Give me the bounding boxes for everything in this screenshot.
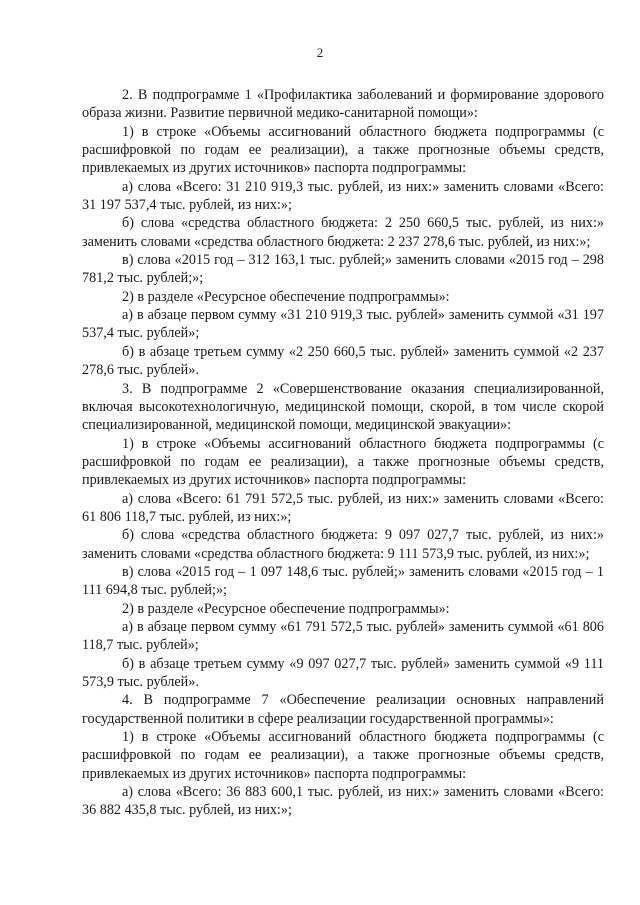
paragraph-3-1-v: в) слова «2015 год – 1 097 148,6 тыс. рублей;» заменить словами «2015 год – 1 111 694,8 тыс. рублей;»; <box>82 563 604 599</box>
document-body <box>82 86 604 820</box>
paragraph-section-2: 2. В подпрограмме 1 «Профилактика заболеваний и формирование здорового образа жизни. Развитие первичной медико-санитарной помощи»: <box>82 87 604 122</box>
paragraph-2-1-v: в) слова «2015 год – 312 163,1 тыс. рублей;» заменить словами «2015 год – 298 781,2 тыс. рублей;»; <box>82 252 604 287</box>
paragraph-2-2: 2) в разделе «Ресурсное обеспечение подпрограммы»: <box>122 288 450 305</box>
paragraph-3-2: 2) в разделе «Ресурсное обеспечение подпрограммы»: <box>122 600 450 617</box>
paragraph-section-3: 3. В подпрограмме 2 «Совершенствование оказания специализированной, включая высокотехнологичную, медицинской помощи, скорой, в том числе скорой специализированной, медицинской помощи, медицинской эвакуации»: <box>82 380 604 434</box>
page-number: 2 <box>316 45 324 60</box>
paragraph-2-2-b: б) в абзаце третьем сумму «2 250 660,5 тыс. рублей» заменить суммой «2 237 278,6 тыс. рублей». <box>82 343 604 379</box>
paragraph-2-1-b: б) слова «средства областного бюджета: 2 250 660,5 тыс. рублей, из них:» заменить словами «средства областного бюджета: 2 237 278,6 тыс. рублей, из них:»; <box>82 215 604 250</box>
paragraph-4-1-a: а) слова «Всего: 36 883 600,1 тыс. рублей, из них:» заменить словами «Всего: 36 882 435,8 тыс. рублей, из них:»; <box>82 784 604 819</box>
paragraph-3-1: 1) в строке «Объемы ассигнований областного бюджета подпрограммы (с расшифровкой по годам ее реализации), а также прогнозные объемы средств, привлекаемых из других источников» паспорта подпрограммы: <box>82 435 604 489</box>
paragraph-2-2-a: а) в абзаце первом сумму «31 210 919,3 тыс. рублей» заменить суммой «31 197 537,4 тыс. рублей»; <box>82 307 604 342</box>
paragraph-3-1-a: а) слова «Всего: 61 791 572,5 тыс. рублей, из них:» заменить словами «Всего: 61 806 118,7 тыс. рублей, из них:»; <box>82 490 604 525</box>
paragraph-4-1: 1) в строке «Объемы ассигнований областного бюджета подпрограммы (с расшифровкой по годам ее реализации), а также прогнозные объемы средств, привлекаемых из других источников» паспорта подпрограммы: <box>82 729 604 782</box>
paragraph-3-2-a: а) в абзаце первом сумму «61 791 572,5 тыс. рублей» заменить суммой «61 806 118,7 тыс. рублей»; <box>82 618 604 654</box>
paragraph-3-1-b: б) слова «средства областного бюджета: 9 097 027,7 тыс. рублей, из них:» заменить словами «средства областного бюджета: 9 111 573,9 тыс. рублей, из них:»; <box>82 527 604 562</box>
paragraph-3-2-b: б) в абзаце третьем сумму «9 097 027,7 тыс. рублей» заменить суммой «9 111 573,9 тыс. рублей». <box>82 655 604 690</box>
paragraph-2-1: 1) в строке «Объемы ассигнований областного бюджета подпрограммы (с расшифровкой по годам ее реализации), а также прогнозные объемы средств, привлекаемых из других источников» паспорта подпрограммы: <box>82 123 604 177</box>
paragraph-2-1-a: а) слова «Всего: 31 210 919,3 тыс. рублей, из них:» заменить словами «Всего: 31 197 537,4 тыс. рублей, из них:»; <box>82 178 604 214</box>
paragraph-section-4: 4. В подпрограмме 7 «Обеспечение реализации основных направлений государственной политики в сфере реализации государственной программы»: <box>82 692 604 727</box>
